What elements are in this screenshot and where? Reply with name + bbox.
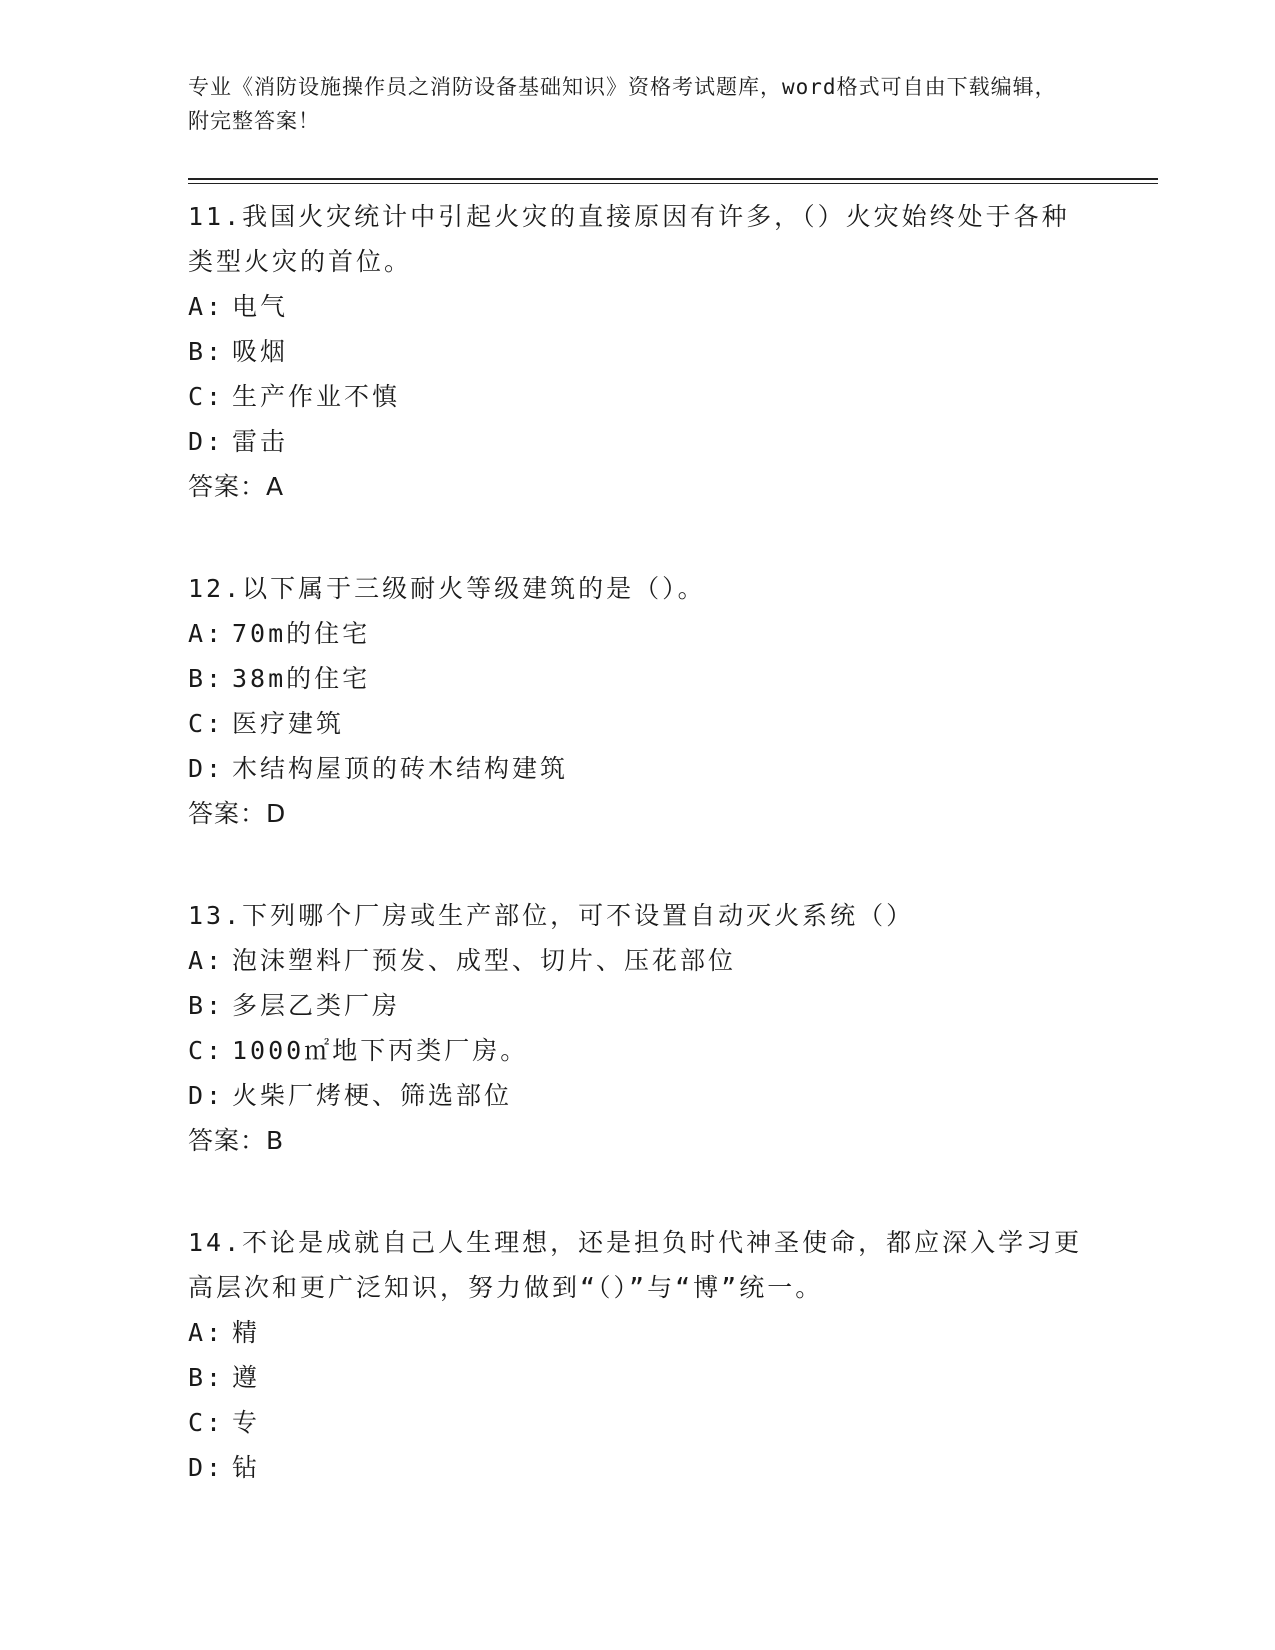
option-b — [188, 656, 1158, 701]
option-letter: D: — [188, 427, 225, 456]
option-d — [188, 1445, 1158, 1490]
option-d — [188, 419, 1158, 464]
document-page — [188, 70, 1158, 1490]
option-text: 精 — [232, 1318, 261, 1347]
option-text: 电气 — [232, 292, 289, 321]
option-letter: A: — [188, 619, 225, 648]
option-letter: B: — [188, 991, 225, 1020]
option-text: 钻 — [232, 1453, 261, 1482]
option-b — [188, 983, 1158, 1028]
option-letter: B: — [188, 1363, 225, 1392]
option-b — [188, 1355, 1158, 1400]
option-d — [188, 746, 1158, 791]
question-gap — [188, 836, 1158, 883]
question-gap — [188, 509, 1158, 556]
option-text: 木结构屋顶的砖木结构建筑 — [232, 754, 569, 783]
option-letter: D: — [188, 754, 225, 783]
option-text: 多层乙类厂房 — [232, 991, 401, 1020]
option-letter: C: — [188, 1036, 225, 1065]
option-c — [188, 374, 1158, 419]
option-b — [188, 329, 1158, 374]
option-letter: B: — [188, 337, 225, 366]
question-item — [188, 893, 1158, 1163]
question-stem: 13.下列哪个厂房或生产部位，可不设置自动灭火系统（） — [188, 901, 915, 930]
option-letter: D: — [188, 1453, 225, 1482]
header-divider — [188, 178, 1158, 184]
question-item — [188, 194, 1158, 509]
question-gap — [188, 1163, 1158, 1210]
option-text: 70m的住宅 — [232, 619, 371, 648]
answer-line: 答案：B — [188, 1126, 285, 1155]
option-text: 吸烟 — [232, 337, 289, 366]
option-c — [188, 1400, 1158, 1445]
option-letter: C: — [188, 382, 225, 411]
option-text: 遵 — [232, 1363, 261, 1392]
option-text: 生产作业不慎 — [232, 382, 401, 411]
question-stem: 14.不论是成就自己人生理想，还是担负时代神圣使命，都应深入学习更高层次和更广泛知识，努力做到“（）”与“博”统一。 — [188, 1228, 1083, 1302]
option-a — [188, 611, 1158, 656]
document-header: 专业《消防设施操作员之消防设备基础知识》资格考试题库，word格式可自由下载编辑，附完整答案！ — [188, 75, 1057, 133]
option-text: 医疗建筑 — [232, 709, 345, 738]
question-item — [188, 566, 1158, 836]
option-letter: C: — [188, 709, 225, 738]
option-letter: A: — [188, 292, 225, 321]
option-text: 火柴厂烤梗、筛选部位 — [232, 1081, 513, 1110]
option-d — [188, 1073, 1158, 1118]
option-c — [188, 1028, 1158, 1073]
option-text: 雷击 — [232, 427, 289, 456]
option-a — [188, 1310, 1158, 1355]
option-text: 38m的住宅 — [232, 664, 371, 693]
answer-line: 答案：D — [188, 799, 287, 828]
question-item — [188, 1220, 1158, 1490]
option-letter: D: — [188, 1081, 225, 1110]
question-stem: 12.以下属于三级耐火等级建筑的是（）。 — [188, 574, 706, 603]
answer-line: 答案：A — [188, 472, 285, 501]
option-a — [188, 938, 1158, 983]
option-letter: A: — [188, 1318, 225, 1347]
option-text: 专 — [232, 1408, 261, 1437]
option-letter: C: — [188, 1408, 225, 1437]
option-letter: A: — [188, 946, 225, 975]
option-a — [188, 284, 1158, 329]
option-text: 1000㎡地下丙类厂房。 — [232, 1036, 529, 1065]
option-text: 泡沫塑料厂预发、成型、切片、压花部位 — [232, 946, 737, 975]
option-c — [188, 701, 1158, 746]
option-letter: B: — [188, 664, 225, 693]
question-stem: 11.我国火灾统计中引起火灾的直接原因有许多，（）火灾始终处于各种类型火灾的首位。 — [188, 202, 1070, 276]
